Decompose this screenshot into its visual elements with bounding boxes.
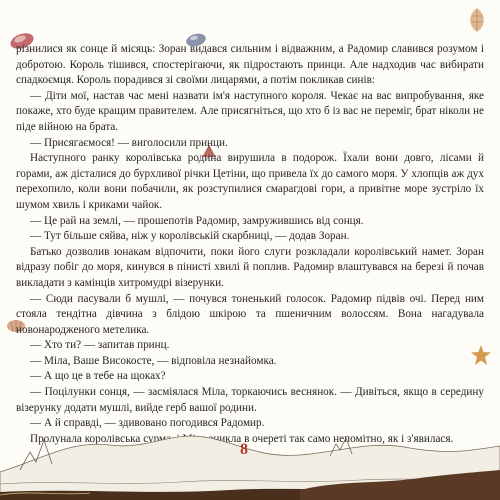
paragraph: — Діти мої, настав час мені назвати ім'я наступного короля. Чекає на вас випробування, яке покаже, хто буде кращим правителем. Але присягніться, що хто б із вас не переміг, брат ніколи не піде війною на брата.	[16, 89, 484, 133]
paragraph: — Тут більше сяйва, ніж у королівській скарбниці, — додав Зоран.	[30, 230, 350, 243]
paragraph: Батько дозволив юнакам відпочити, поки його слуги розкладали королівський намет. Зоран відразу побіг до моря, кинувся в пінисті хвилі й поплив. Радомир влаштувався на березі й почав викладати з камінців хитромудрі візерунки.	[16, 245, 484, 289]
paragraph: — Сюди пасували б мушлі, — почувся тоненький голосок. Радомир підвів очі. Перед ним стояла тендітна дівчина з блідою шкірою та пшеничним волоссям. Вона нагадувала новонародженого метелика.	[16, 292, 484, 336]
paragraph: — Міла, Ваше Високосте, — відповіла незнайомка.	[30, 354, 277, 367]
paragraph: Наступного ранку королівська родина вирушила в подорож. Їхали вони довго, лісами й горами, аж дісталися до бурхливої річки Цетіни, що привела їх до самого моря. У хлопців аж дух перехопило, коли вони побачили, як розступилися смарагдові гори, а привітне море зустріло їх шумом хвиль і криками чайок.	[16, 152, 484, 211]
paragraph: Пролунала королівська сурма, і Міла зникла в очереті так само непомітно, як і з'явилася.	[30, 432, 454, 445]
paragraph: — Присягаємося! — виголосили принци.	[30, 136, 228, 149]
paragraph: різнилися як сонце й місяць: Зоран видався сильним і відважним, а Радомир славився розумом і добротою. Король тішився, спостерігаючи, як підростають принци. Але надходив час вибирати спадкоємця. Король порадився зі своїми лицарями, а потім покликав синів:	[16, 43, 484, 87]
paragraph: — А що це в тебе на щоках?	[30, 370, 166, 383]
paragraph: — Це рай на землі, — прошепотів Радомир, замружившись від сонця.	[30, 214, 364, 227]
page-number: 8	[240, 441, 248, 458]
paragraph: — Хто ти? — запитав принц.	[30, 339, 170, 352]
paragraph: — Поцілунки сонця, — засміялася Міла, торкаючись веснянок. — Дивіться, якщо в середину візерунку додати мушлі, вийде герб вашої родини.	[16, 386, 484, 414]
paragraph: — А й справді, — здивовано погодився Радомир.	[30, 417, 265, 430]
shell-icon	[466, 6, 488, 34]
story-text	[16, 42, 484, 447]
landscape-illustration	[0, 400, 500, 500]
